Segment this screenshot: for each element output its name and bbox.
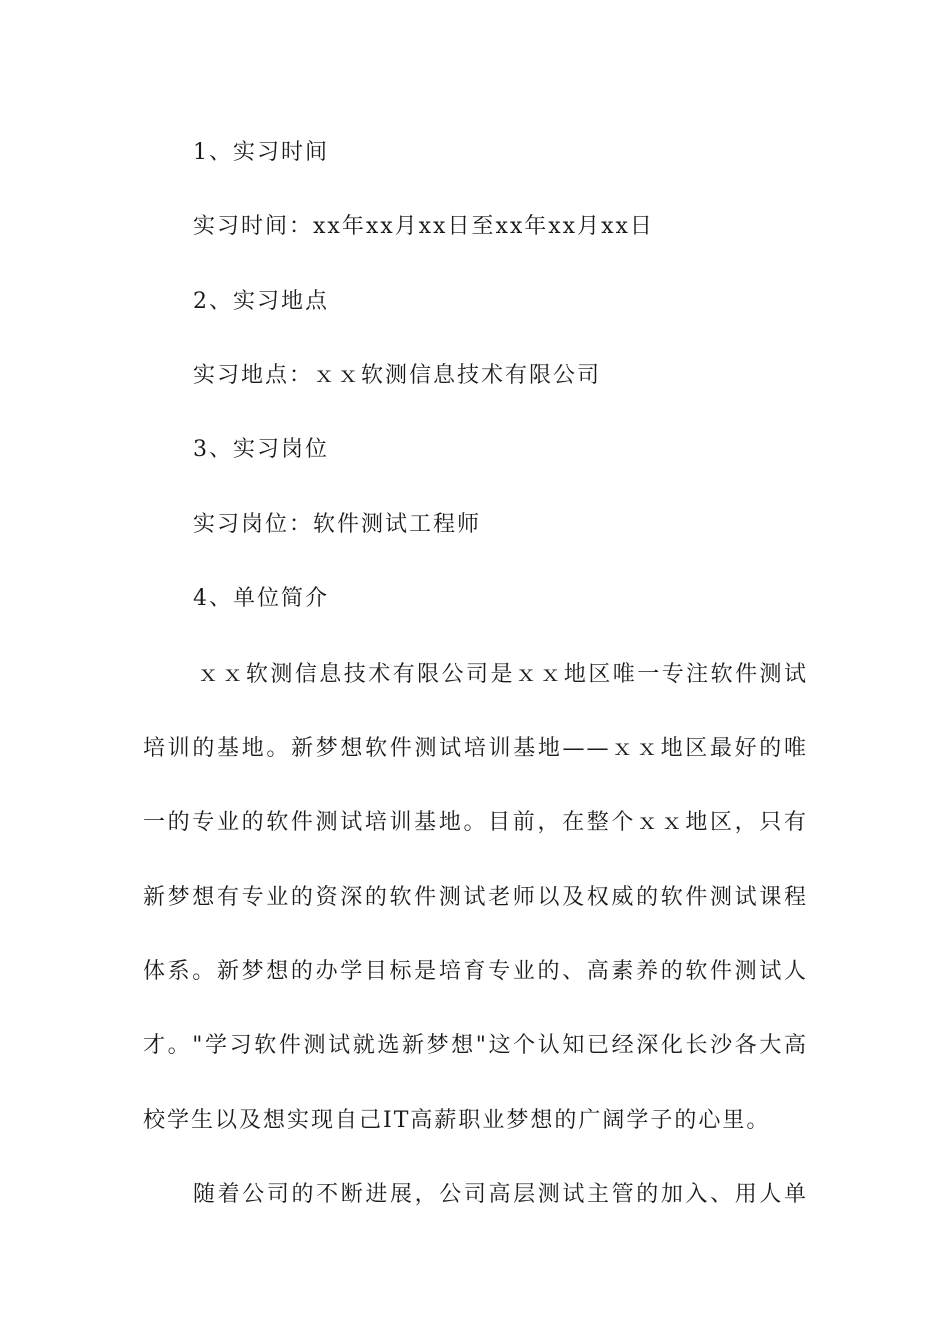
- development-paragraph-line: 随着公司的不断进展，公司高层测试主管的加入、用人单: [193, 1182, 808, 1207]
- intro-paragraph-line: 才。"学习软件测试就选新梦想"这个认知已经深化长沙各大高: [143, 1033, 808, 1058]
- intro-paragraph-line: 校学生以及想实现自己IT高薪职业梦想的广阔学子的心里。: [143, 1108, 771, 1133]
- section-heading-2: 2、实习地点: [193, 289, 329, 314]
- internship-time-text: 实习时间：xx年xx月xx日至xx年xx月xx日: [193, 214, 654, 239]
- internship-location-text: 实习地点：ｘｘ软测信息技术有限公司: [193, 363, 602, 388]
- internship-position-text: 实习岗位：软件测试工程师: [193, 512, 482, 537]
- intro-paragraph-line: ｘｘ软测信息技术有限公司是ｘｘ地区唯一专注软件测试: [197, 662, 808, 687]
- section-heading-1: 1、实习时间: [193, 140, 329, 165]
- intro-paragraph-line: 新梦想有专业的资深的软件测试老师以及权威的软件测试课程: [143, 885, 808, 910]
- intro-paragraph-line: 体系。新梦想的办学目标是培育专业的、高素养的软件测试人: [143, 959, 808, 984]
- section-heading-4: 4、单位简介: [193, 586, 329, 611]
- intro-paragraph-line: 培训的基地。新梦想软件测试培训基地——ｘｘ地区最好的唯: [143, 736, 808, 761]
- section-heading-3: 3、实习岗位: [193, 437, 329, 462]
- intro-paragraph-line: 一的专业的软件测试培训基地。目前，在整个ｘｘ地区，只有: [143, 810, 808, 835]
